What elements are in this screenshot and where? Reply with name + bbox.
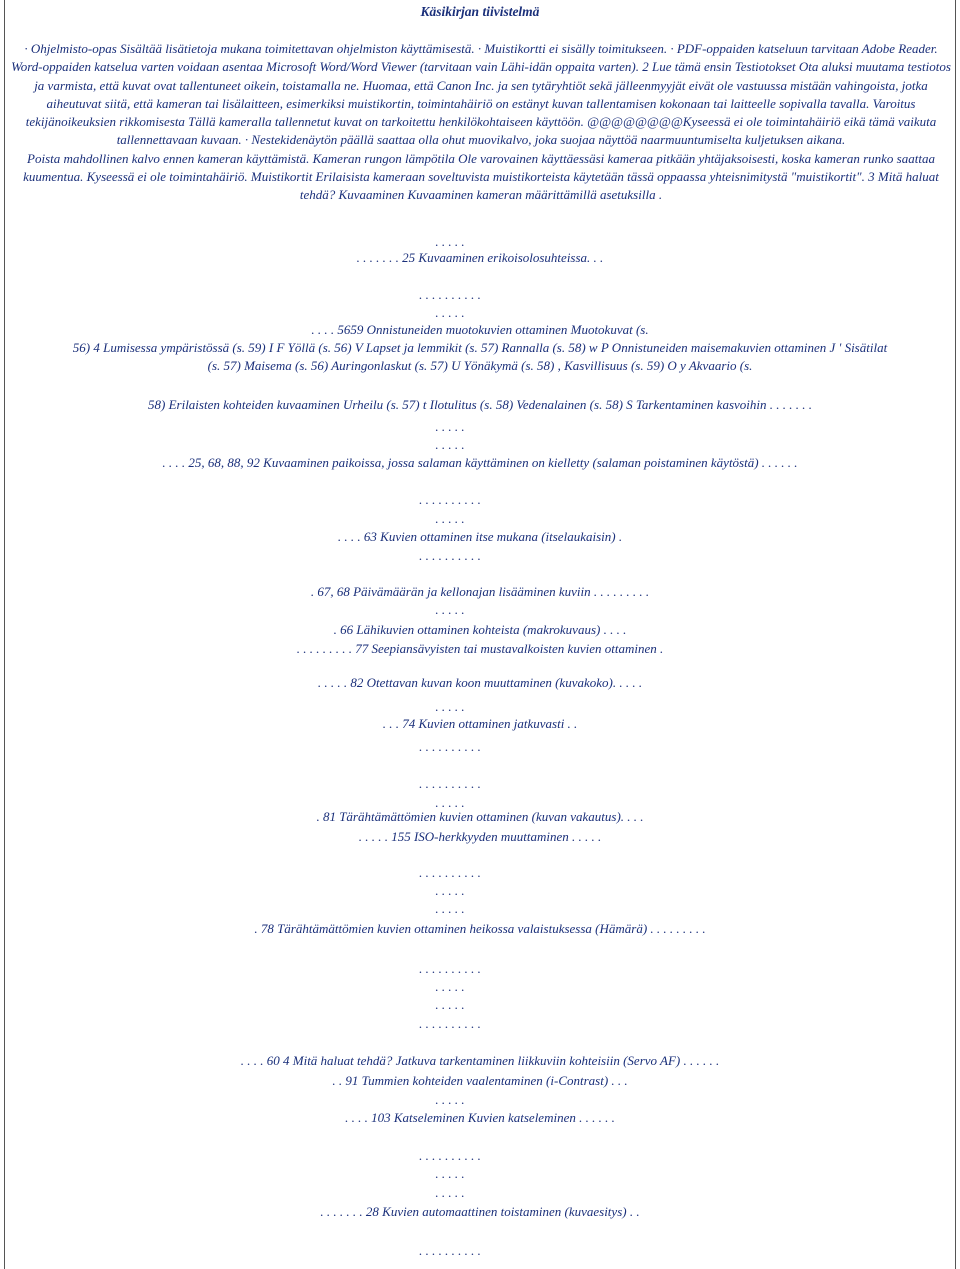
toc-line: . . . . 25, 68, 88, 92 Kuvaaminen paikoissa, jossa salaman käyttäminen on kielletty (salaman poistaminen käytöstä) . . . . . .: [162, 455, 798, 470]
toc-line: . . . . .: [435, 437, 465, 452]
toc-line: . . . . . . . . . .: [419, 492, 481, 507]
toc-line: . . 91 Tummien kohteiden vaalentaminen (i-Contrast) . . .: [332, 1073, 628, 1088]
toc-line: . 78 Tärähtämättömien kuvien ottaminen heikossa valaistuksessa (Hämärä) . . . . . . . . .: [254, 921, 706, 936]
toc-line: . . . . 63 Kuvien ottaminen itse mukana (itselaukaisin) .: [337, 529, 623, 544]
toc-line: . . . . . . . 25 Kuvaaminen erikoisolosuhteissa. . .: [356, 250, 604, 265]
toc-line: . 67, 68 Päivämäärän ja kellonajan lisääminen kuviin . . . . . . . . .: [310, 584, 650, 599]
toc-line: . . . . . . . . . .: [419, 865, 481, 880]
toc-line: . . . . .: [435, 979, 465, 994]
toc-line: 56) 4 Lumisessa ympäristössä (s. 59) I F Yöllä (s. 56) V Lapset ja lemmikit (s. 57) Rannalla (s. 58) w P Onnistuneiden maisemakuvien ottaminen J ' Sisätilat: [72, 340, 888, 355]
toc-line: . . . . .: [435, 795, 465, 810]
toc-line: . . . . .: [435, 234, 465, 249]
toc-line: . . . . .: [435, 1185, 465, 1200]
toc-line: . . . . .: [435, 901, 465, 916]
intro-text: [10, 40, 952, 205]
toc-line: . . . . .: [435, 1166, 465, 1181]
toc-line: . . . . . . . . . .: [419, 548, 481, 563]
intro-paragraph-1: · Ohjelmisto-opas Sisältää lisätietoja mukana toimitettavan ohjelmiston käyttämisestä. · Muistikortti ei sisälly toimitukseen. · PDF-oppaiden katseluun tarvitaan Adobe Reader. Word-oppaiden katselua varten voidaan asentaa Microsoft Word/Word Viewer (tarvitaan vain Lähi-idän oppaita varten). 2 Lue tämä ensin Testiotokset Ota aluksi muutama testiotos ja varmista, että kuvat ovat tallentuneet oikein, toistamalla ne. Huomaa, että Canon Inc. ja sen tytäryhtiöt sekä jälleenmyyjät eivät ole vastuussa mistään vahingoista, jotka aiheutuvat siitä, että kameran tai lisälaitteen, esimerkiksi muistikortin, toimintahäiriö on estänyt kuvan tallentamisen kokonaan tai laitteelle sopivalla tavalla. Varoitus tekijänoikeuksien rikkomisesta Tällä kameralla tallennetut kuvat on tarkoitettu henkilökohtaiseen käyttöön. @@@@@@@@Kyseessä ei ole toimintahäiriö eikä tämä vaikuta tallennettavaan kuvaan. · Nestekidenäytön päällä saattaa olla ohut muovikalvo, joka suojaa näyttöä naarmuuntumiselta kuljetuksen aikana.: [11, 41, 951, 148]
toc-line: . . . . . . . . . .: [419, 287, 481, 302]
toc-line: . . . . .: [435, 419, 465, 434]
toc-line: . . . . .: [435, 305, 465, 320]
toc-line: . . . . . . . . . .: [419, 961, 481, 976]
toc-line: . . . . . . . . . 77 Seepiansävyisten tai mustavalkoisten kuvien ottaminen .: [296, 641, 664, 656]
toc-line: (s. 57) Maisema (s. 56) Auringonlaskut (s. 57) U Yönäkymä (s. 58) , Kasvillisuus (s. 59) O y Akvaario (s.: [207, 358, 753, 373]
toc-line: . 81 Tärähtämättömien kuvien ottaminen (kuvan vakautus). . . .: [316, 809, 644, 824]
toc-line: . . . . . . . 28 Kuvien automaattinen toistaminen (kuvaesitys) . .: [320, 1204, 640, 1219]
toc-line: . 66 Lähikuvien ottaminen kohteista (makrokuvaus) . . . .: [333, 622, 627, 637]
toc-line: . . . 74 Kuvien ottaminen jatkuvasti . .: [382, 716, 578, 731]
toc-line: . . . . 60 4 Mitä haluat tehdä? Jatkuva tarkentaminen liikkuviin kohteisiin (Servo AF) . . . . . .: [240, 1053, 720, 1068]
toc-line: . . . . .: [435, 511, 465, 526]
toc-line: . . . . . . . . . .: [419, 1148, 481, 1163]
toc-line: 58) Erilaisten kohteiden kuvaaminen Urheilu (s. 57) t Ilotulitus (s. 58) Vedenalainen (s. 58) S Tarkentaminen kasvoihin . . . . . . .: [148, 397, 812, 412]
toc-line: . . . . .: [435, 997, 465, 1012]
page-title: Käsikirjan tiivistelmä: [420, 4, 540, 19]
toc-line: . . . . . 82 Otettavan kuvan koon muuttaminen (kuvakoko). . . . .: [317, 675, 643, 690]
toc-line: . . . . . 155 ISO-herkkyyden muuttaminen . . . . .: [358, 829, 602, 844]
intro-paragraph-2: Poista mahdollinen kalvo ennen kameran käyttämistä. Kameran rungon lämpötila Ole varovainen käyttäessäsi kameraa pitkään yhtäjaksoisesti, koska kameran runko saattaa kuumentua. Kyseessä ei ole toimintahäiriö. Muistikortit Erilaisista kameraan soveltuvista muistikorteista käytetään tässä oppaassa yhteisnimitystä "muistikortit". 3 Mitä haluat tehdä? Kuvaaminen Kuvaaminen kameran määrittämillä asetuksilla .: [23, 150, 939, 203]
toc-line: . . . . .: [435, 883, 465, 898]
toc-line: . . . . 103 Katseleminen Kuvien katseleminen . . . . . .: [345, 1110, 615, 1125]
toc-line: . . . . . . . . . .: [419, 776, 481, 791]
toc-line: . . . . . . . . . .: [419, 1243, 481, 1258]
toc-line: . . . . .: [435, 1092, 465, 1107]
toc-line: . . . . 5659 Onnistuneiden muotokuvien ottaminen Muotokuvat (s.: [311, 322, 649, 337]
toc-line: . . . . .: [435, 699, 465, 714]
toc-line: . . . . . . . . . .: [419, 739, 481, 754]
toc-line: . . . . .: [435, 602, 465, 617]
toc-line: . . . . . . . . . .: [419, 1016, 481, 1031]
